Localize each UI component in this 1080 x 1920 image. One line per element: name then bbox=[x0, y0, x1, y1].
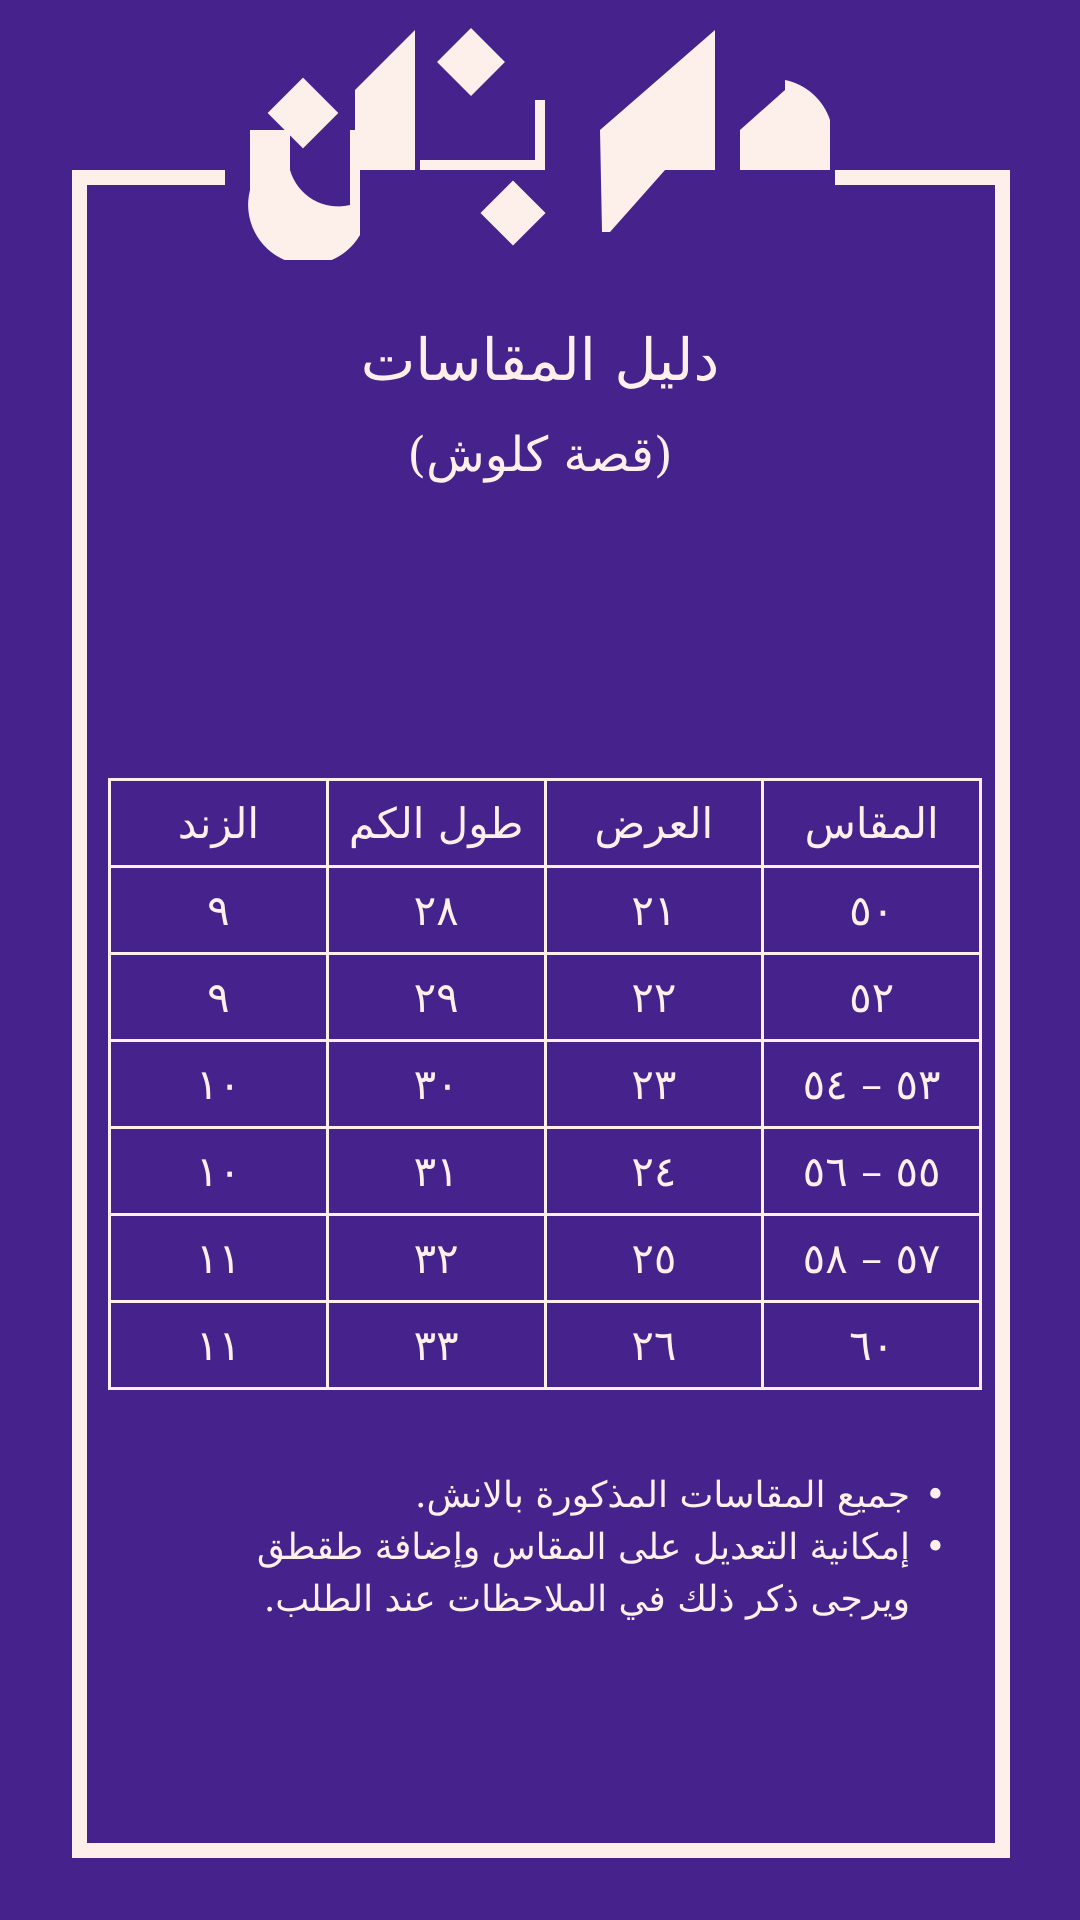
cell-arm: ٩ bbox=[110, 954, 328, 1041]
cell-sleeve-length: ٣٠ bbox=[327, 1041, 545, 1128]
table-row bbox=[110, 1302, 981, 1389]
cell-sleeve-length: ٣١ bbox=[327, 1128, 545, 1215]
column-header-sleeve-length: طول الكم bbox=[327, 780, 545, 867]
cell-sleeve-length: ٣٢ bbox=[327, 1215, 545, 1302]
cell-size: ٥٥ – ٥٦ bbox=[763, 1128, 981, 1215]
table-row bbox=[110, 1041, 981, 1128]
cell-sleeve-length: ٣٣ bbox=[327, 1302, 545, 1389]
size-table bbox=[108, 778, 982, 1390]
column-header-arm: الزند bbox=[110, 780, 328, 867]
cell-width: ٢٣ bbox=[545, 1041, 763, 1128]
cell-width: ٢١ bbox=[545, 867, 763, 954]
cell-size: ٥٧ – ٥٨ bbox=[763, 1215, 981, 1302]
table-row bbox=[110, 1128, 981, 1215]
cell-width: ٢٥ bbox=[545, 1215, 763, 1302]
note-item bbox=[170, 1522, 946, 1626]
note-text: إمكانية التعديل على المقاس وإضافة طقطق ويرجى ذكر ذلك في الملاحظات عند الطلب. bbox=[256, 1527, 910, 1620]
column-header-size: المقاس bbox=[763, 780, 981, 867]
cell-arm: ١٠ bbox=[110, 1041, 328, 1128]
table-row bbox=[110, 1215, 981, 1302]
cell-width: ٢٢ bbox=[545, 954, 763, 1041]
cell-width: ٢٤ bbox=[545, 1128, 763, 1215]
table-row bbox=[110, 954, 981, 1041]
bullet-icon: • bbox=[924, 1527, 946, 1568]
bullet-icon: • bbox=[924, 1475, 946, 1516]
cell-size: ٥٠ bbox=[763, 867, 981, 954]
cell-size: ٥٢ bbox=[763, 954, 981, 1041]
cell-arm: ٩ bbox=[110, 867, 328, 954]
cell-width: ٢٦ bbox=[545, 1302, 763, 1389]
note-text: جميع المقاسات المذكورة بالانش. bbox=[415, 1475, 910, 1516]
brand-logo bbox=[0, 0, 1080, 260]
page-title: دليل المقاسات bbox=[360, 326, 720, 394]
page-subtitle: (قصة كلوش) bbox=[407, 427, 673, 483]
cell-arm: ١١ bbox=[110, 1302, 328, 1389]
cell-size: ٥٣ – ٥٤ bbox=[763, 1041, 981, 1128]
notes-list bbox=[170, 1470, 946, 1626]
column-header-width: العرض bbox=[545, 780, 763, 867]
cell-size: ٦٠ bbox=[763, 1302, 981, 1389]
cell-arm: ١١ bbox=[110, 1215, 328, 1302]
note-item bbox=[170, 1470, 946, 1522]
table-row bbox=[110, 867, 981, 954]
table-header-row bbox=[110, 780, 981, 867]
cell-sleeve-length: ٢٩ bbox=[327, 954, 545, 1041]
cell-arm: ١٠ bbox=[110, 1128, 328, 1215]
cell-sleeve-length: ٢٨ bbox=[327, 867, 545, 954]
